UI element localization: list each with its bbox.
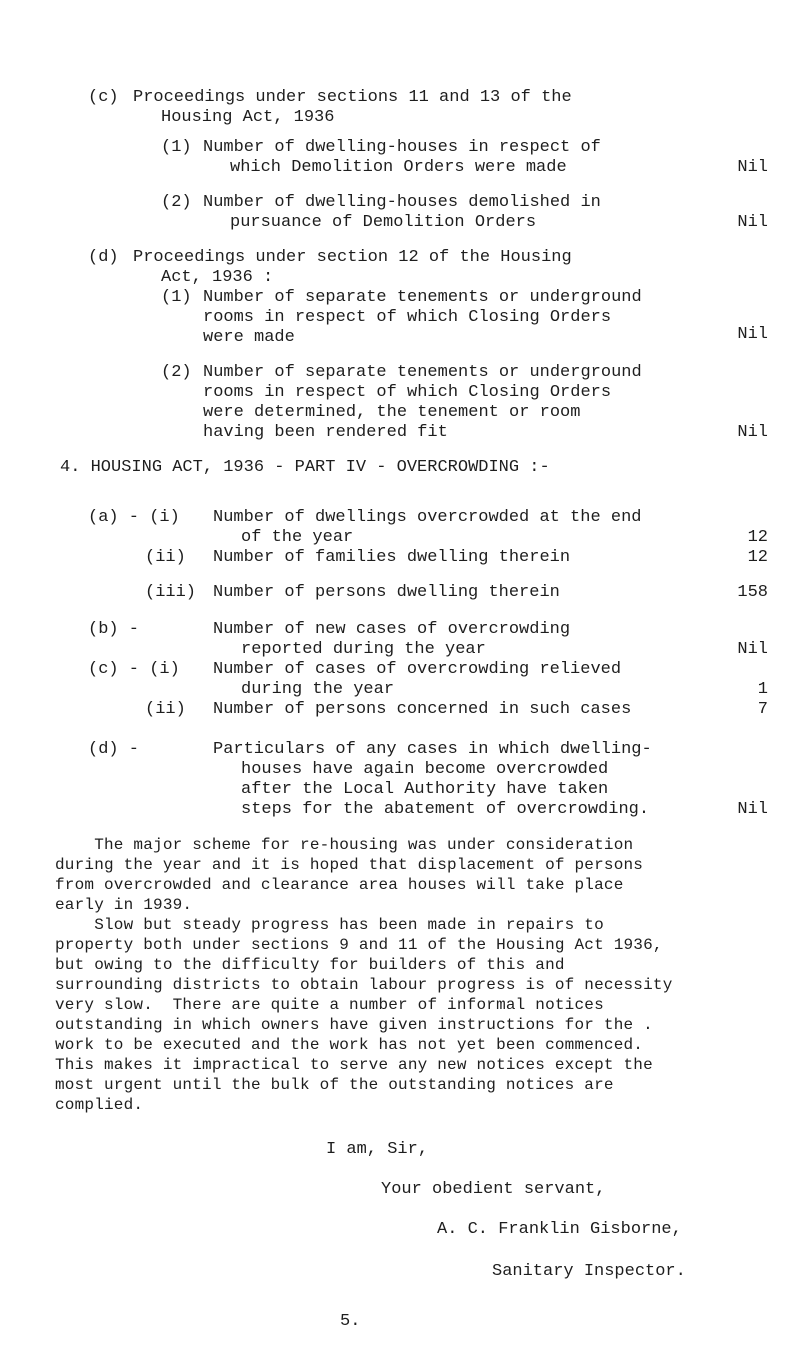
- section-d-item-2-line-4: having been rendered fit: [203, 423, 448, 442]
- section-c-heading-line-1: Proceedings under sections 11 and 13 of the: [133, 88, 572, 107]
- section-d-item-1-line-1: Number of separate tenements or underground: [203, 288, 642, 307]
- paragraph-line: very slow. There are quite a number of informal notices: [55, 996, 604, 1014]
- section-4-c-i-line-1: Number of cases of overcrowding relieved: [213, 660, 622, 679]
- section-4-d-line-4: steps for the abatement of overcrowding.: [241, 800, 650, 819]
- page-number: 5.: [340, 1312, 361, 1331]
- section-d-item-2-line-1: Number of separate tenements or underground: [203, 363, 642, 382]
- paragraph-line: Slow but steady progress has been made in repairs to: [55, 916, 604, 934]
- section-d-item-1-number: (1): [161, 288, 192, 307]
- section-4-b-line-2: reported during the year: [241, 640, 486, 659]
- closing-greeting: I am, Sir,: [326, 1140, 429, 1159]
- section-4-b-value: Nil: [737, 640, 768, 659]
- section-4-c-ii-text: Number of persons concerned in such cases: [213, 700, 632, 719]
- signatory-name: A. C. Franklin Gisborne,: [437, 1220, 682, 1239]
- section-c-item-2-line-2: pursuance of Demolition Orders: [230, 213, 537, 232]
- section-c-label: (c): [88, 88, 119, 107]
- section-4-b-label: (b) -: [88, 620, 140, 639]
- section-d-item-1-line-2: rooms in respect of which Closing Orders: [203, 308, 612, 327]
- section-d-heading-line-1: Proceedings under section 12 of the Housing: [133, 248, 572, 267]
- section-d-item-2-line-3: were determined, the tenement or room: [203, 403, 581, 422]
- section-4-a-iii-text: Number of persons dwelling therein: [213, 583, 560, 602]
- paragraph-line: property both under sections 9 and 11 of the Housing Act 1936,: [55, 936, 663, 954]
- section-4-a-iii-value: 158: [737, 583, 768, 602]
- section-4-d-value: Nil: [737, 800, 768, 819]
- section-4-d-line-3: after the Local Authority have taken: [241, 780, 609, 799]
- section-4-heading: 4. HOUSING ACT, 1936 - PART IV - OVERCROWDING :-: [60, 458, 550, 477]
- section-c-item-2-number: (2): [161, 193, 192, 212]
- signatory-title: Sanitary Inspector.: [492, 1262, 686, 1281]
- section-d-item-2-value: Nil: [737, 423, 768, 442]
- section-d-item-2-number: (2): [161, 363, 192, 382]
- paragraph-line: outstanding in which owners have given instructions for the .: [55, 1016, 653, 1034]
- paragraph-line: work to be executed and the work has not yet been commenced.: [55, 1036, 644, 1054]
- section-4-c-ii-label: (ii): [145, 700, 186, 719]
- section-c-item-2-line-1: Number of dwelling-houses demolished in: [203, 193, 601, 212]
- section-4-a-iii-label: (iii): [145, 583, 197, 602]
- paragraph-line: The major scheme for re-housing was under consideration: [55, 836, 634, 854]
- section-c-item-1-number: (1): [161, 138, 192, 157]
- paragraph-line: from overcrowded and clearance area houses will take place: [55, 876, 624, 894]
- section-4-c-ii-value: 7: [757, 700, 768, 719]
- paragraph-line: most urgent until the bulk of the outstanding notices are: [55, 1076, 614, 1094]
- paragraph-line: early in 1939.: [55, 896, 193, 914]
- paragraph-line: This makes it impractical to serve any new notices except the: [55, 1056, 653, 1074]
- section-4-a-ii-label: (ii): [145, 548, 186, 567]
- section-c-item-1-line-1: Number of dwelling-houses in respect of: [203, 138, 601, 157]
- section-d-heading-line-2: Act, 1936 :: [161, 268, 274, 287]
- section-4-a-ii-value: 12: [747, 548, 768, 567]
- section-4-d-label: (d) -: [88, 740, 140, 759]
- section-4-c-i-line-2: during the year: [241, 680, 395, 699]
- section-4-a-i-value: 12: [747, 528, 768, 547]
- paragraph-line: complied.: [55, 1096, 144, 1114]
- section-d-item-1-line-3: were made: [203, 328, 295, 347]
- section-c-heading-line-2: Housing Act, 1936: [161, 108, 335, 127]
- paragraph-line: during the year and it is hoped that displacement of persons: [55, 856, 644, 874]
- section-4-a-ii-text: Number of families dwelling therein: [213, 548, 571, 567]
- section-d-label: (d): [88, 248, 119, 267]
- section-4-b-line-1: Number of new cases of overcrowding: [213, 620, 571, 639]
- report-paragraph: [55, 835, 785, 1115]
- section-4-d-line-1: Particulars of any cases in which dwelling-: [213, 740, 652, 759]
- section-c-item-1-value: Nil: [737, 158, 768, 177]
- section-c-item-2-value: Nil: [737, 213, 768, 232]
- section-4-d-line-2: houses have again become overcrowded: [241, 760, 609, 779]
- paragraph-line: but owing to the difficulty for builders of this and: [55, 956, 565, 974]
- section-4-c-i-value: 1: [757, 680, 768, 699]
- section-c-item-1-line-2: which Demolition Orders were made: [230, 158, 567, 177]
- section-4-c-label: (c) - (i): [88, 660, 180, 679]
- paragraph-line: surrounding districts to obtain labour progress is of necessity: [55, 976, 673, 994]
- section-d-item-1-value: Nil: [737, 325, 768, 344]
- section-4-a-i-line-2: of the year: [241, 528, 354, 547]
- section-4-a-i-line-1: Number of dwellings overcrowded at the end: [213, 508, 642, 527]
- closing-valediction: Your obedient servant,: [381, 1180, 606, 1199]
- section-d-item-2-line-2: rooms in respect of which Closing Orders: [203, 383, 612, 402]
- section-4-a-label: (a) - (i): [88, 508, 180, 527]
